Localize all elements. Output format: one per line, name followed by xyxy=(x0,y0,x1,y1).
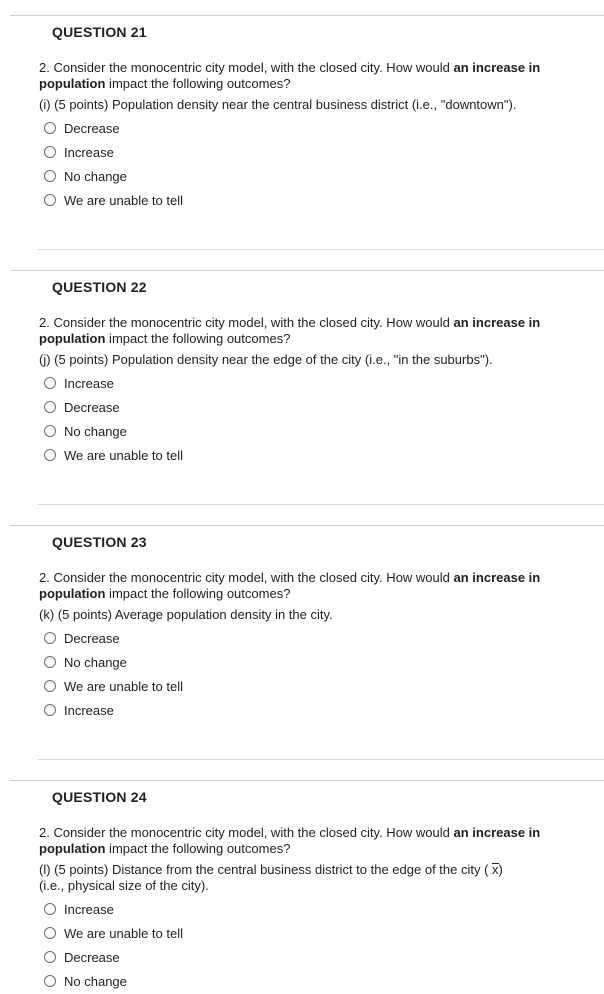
radio-button[interactable] xyxy=(44,194,56,206)
question-stem: 2. Consider the monocentric city model, with the closed city. How would an increase in population impact the following outcomes? xyxy=(39,825,541,856)
divider xyxy=(10,15,604,16)
question-stem: 2. Consider the monocentric city model, with the closed city. How would an increase in population impact the following outcomes? xyxy=(39,60,541,91)
divider xyxy=(10,780,604,781)
question-subpart: (j) (5 points) Population density near the edge of the city (i.e., "in the suburbs"). xyxy=(39,352,493,367)
answer-option[interactable]: We are unable to tell xyxy=(44,677,183,695)
radio-button[interactable] xyxy=(44,122,56,134)
radio-button[interactable] xyxy=(44,975,56,987)
radio-button[interactable] xyxy=(44,632,56,644)
divider xyxy=(38,249,604,250)
answer-option[interactable]: Decrease xyxy=(44,629,120,647)
divider xyxy=(10,270,604,271)
question-title: QUESTION 21 xyxy=(52,24,147,40)
radio-button[interactable] xyxy=(44,170,56,182)
radio-button[interactable] xyxy=(44,680,56,692)
radio-button[interactable] xyxy=(44,903,56,915)
radio-button[interactable] xyxy=(44,401,56,413)
answer-option[interactable]: We are unable to tell xyxy=(44,446,183,464)
question-stem: 2. Consider the monocentric city model, with the closed city. How would an increase in population impact the following outcomes? xyxy=(39,570,541,601)
answer-option[interactable]: Increase xyxy=(44,143,114,161)
question-subpart: (i) (5 points) Population density near the central business district (i.e., "downtown"). xyxy=(39,97,517,112)
question-subpart: (k) (5 points) Average population density in the city. xyxy=(39,607,333,622)
radio-button[interactable] xyxy=(44,449,56,461)
answer-option[interactable]: Increase xyxy=(44,701,114,719)
question-title: QUESTION 23 xyxy=(52,534,147,550)
answer-option[interactable]: No change xyxy=(44,422,127,440)
radio-button[interactable] xyxy=(44,704,56,716)
answer-option[interactable]: Decrease xyxy=(44,948,120,966)
radio-button[interactable] xyxy=(44,927,56,939)
radio-button[interactable] xyxy=(44,146,56,158)
radio-button[interactable] xyxy=(44,951,56,963)
x-bar-variable: x xyxy=(492,862,499,877)
divider xyxy=(38,759,604,760)
question-stem: 2. Consider the monocentric city model, with the closed city. How would an increase in population impact the following outcomes? xyxy=(39,315,541,346)
question-title: QUESTION 24 xyxy=(52,789,147,805)
question-title: QUESTION 22 xyxy=(52,279,147,295)
answer-option[interactable]: No change xyxy=(44,972,127,990)
answer-option[interactable]: Decrease xyxy=(44,119,120,137)
answer-option[interactable]: Increase xyxy=(44,374,114,392)
answer-option[interactable]: We are unable to tell xyxy=(44,191,183,209)
answer-option[interactable]: Increase xyxy=(44,900,114,918)
radio-button[interactable] xyxy=(44,656,56,668)
answer-option[interactable]: Decrease xyxy=(44,398,120,416)
divider xyxy=(38,504,604,505)
answer-option[interactable]: No change xyxy=(44,653,127,671)
answer-option[interactable]: No change xyxy=(44,167,127,185)
radio-button[interactable] xyxy=(44,377,56,389)
answer-option[interactable]: We are unable to tell xyxy=(44,924,183,942)
divider xyxy=(10,525,604,526)
question-subpart: (l) (5 points) Distance from the central business district to the edge of the city ( x) (i.e., physical size of the city). xyxy=(39,862,503,893)
radio-button[interactable] xyxy=(44,425,56,437)
